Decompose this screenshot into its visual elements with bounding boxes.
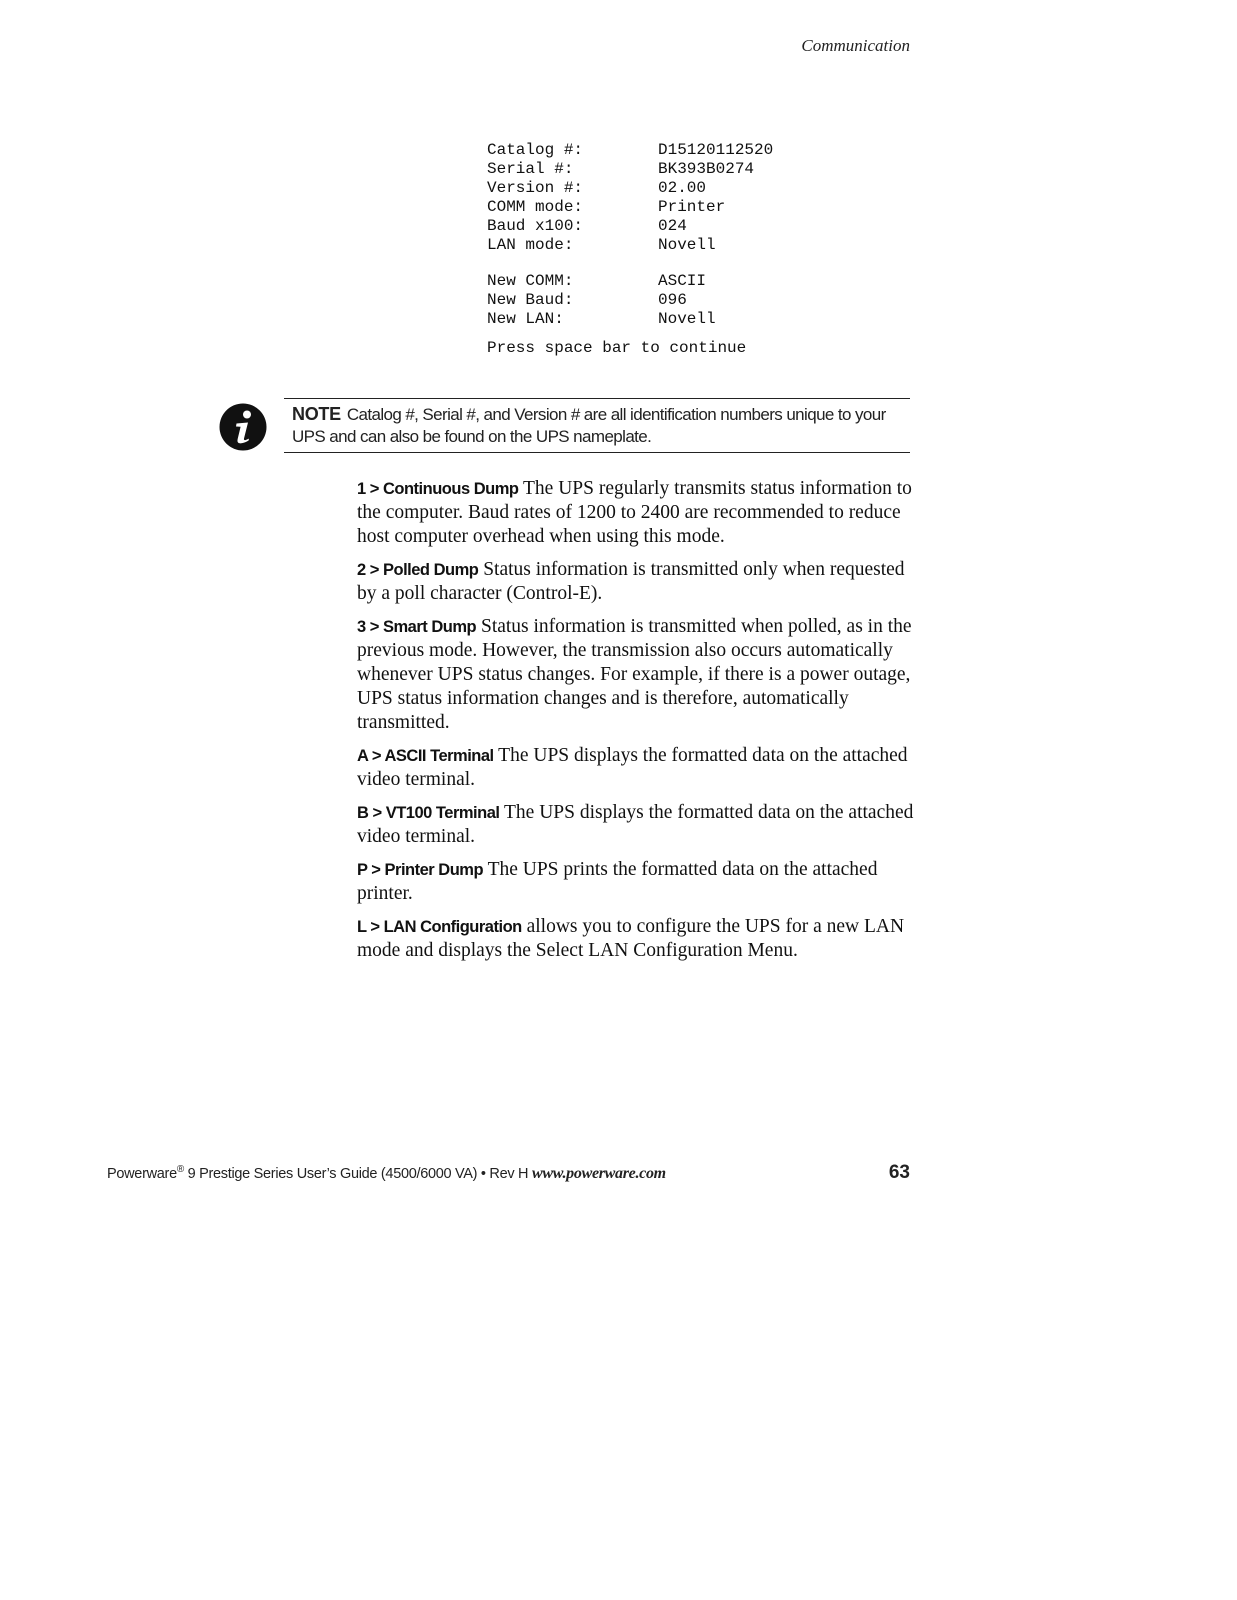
option-key: 2 > Polled Dump (357, 561, 479, 579)
option-key: A > ASCII Terminal (357, 747, 494, 765)
terminal-label: LAN mode: (487, 236, 574, 254)
option-text: allows you to configure the UPS for a new LAN mode and displays the Select LAN Configuration Menu. (357, 916, 905, 961)
option-descriptions (357, 477, 917, 972)
option-key: L > LAN Configuration (357, 918, 522, 936)
terminal-value: ASCII (658, 272, 707, 290)
option-paragraph (357, 744, 917, 792)
terminal-value: 02.00 (658, 179, 707, 197)
terminal-spacer (487, 255, 773, 272)
terminal-label: New Baud: (487, 291, 574, 309)
terminal-value: D15120112520 (658, 141, 774, 159)
terminal-row (487, 272, 773, 291)
terminal-row (487, 291, 773, 310)
page-footer (107, 1162, 917, 1186)
option-key: B > VT100 Terminal (357, 804, 500, 822)
footer-guide-title: 9 Prestige Series User’s Guide (4500/6000 VA) • Rev H (183, 1165, 532, 1182)
registered-mark: ® (176, 1164, 184, 1175)
footer-url: www.powerware.com (531, 1164, 666, 1182)
footer-brand: Powerware (107, 1165, 177, 1182)
terminal-label: Serial #: (487, 160, 574, 178)
page-number: 63 (888, 1162, 910, 1183)
terminal-row (487, 160, 773, 179)
option-paragraph (357, 615, 917, 735)
note-callout (292, 403, 917, 448)
info-icon (219, 403, 267, 451)
note-body: Catalog #, Serial #, and Version # are all identification numbers unique to your UPS and can also be found on the UPS nameplate. (292, 405, 886, 446)
terminal-label: Baud x100: (487, 217, 584, 235)
terminal-value: BK393B0274 (658, 160, 755, 178)
terminal-label: Catalog #: (487, 141, 584, 159)
running-header: Communication (801, 36, 910, 55)
option-text: Status information is transmitted when polled, as in the previous mode. However, the transmission also occurs automatically whenever UPS status changes. For example, if there is a power outage, UPS status information changes and is therefore, automatically transmitted. (357, 616, 912, 733)
terminal-value: Novell (658, 310, 716, 328)
option-paragraph (357, 915, 917, 963)
terminal-screen (487, 141, 773, 358)
option-key: 3 > Smart Dump (357, 618, 477, 636)
option-text: The UPS regularly transmits status information to the computer. Baud rates of 1200 to 2400 are recommended to reduce host computer overhead when using this mode. (357, 478, 912, 547)
option-paragraph (357, 558, 917, 606)
option-paragraph (357, 858, 917, 906)
option-text: The UPS prints the formatted data on the attached printer. (357, 859, 878, 904)
terminal-row (487, 198, 773, 217)
option-key: 1 > Continuous Dump (357, 480, 519, 498)
option-paragraph (357, 477, 917, 549)
terminal-value: Printer (658, 198, 726, 216)
terminal-value: 024 (658, 217, 687, 235)
terminal-label: New LAN: (487, 310, 564, 328)
option-text: The UPS displays the formatted data on the attached video terminal. (357, 802, 914, 847)
terminal-row (487, 179, 773, 198)
terminal-label: COMM mode: (487, 198, 584, 216)
option-key: P > Printer Dump (357, 861, 484, 879)
note-top-rule (284, 398, 910, 399)
terminal-row (487, 141, 773, 160)
terminal-row (487, 217, 773, 236)
terminal-row (487, 236, 773, 255)
terminal-row (487, 310, 773, 329)
footer-title (107, 1164, 666, 1183)
option-paragraph (357, 801, 917, 849)
terminal-prompt: Press space bar to continue (487, 339, 747, 357)
terminal-label: Version #: (487, 179, 584, 197)
terminal-label: New COMM: (487, 272, 574, 290)
note-label: NOTE (292, 404, 341, 424)
terminal-value: 096 (658, 291, 687, 309)
option-text: Status information is transmitted only when requested by a poll character (Control-E). (357, 559, 905, 604)
terminal-value: Novell (658, 236, 716, 254)
note-bottom-rule (284, 452, 910, 453)
option-text: The UPS displays the formatted data on the attached video terminal. (357, 745, 908, 790)
